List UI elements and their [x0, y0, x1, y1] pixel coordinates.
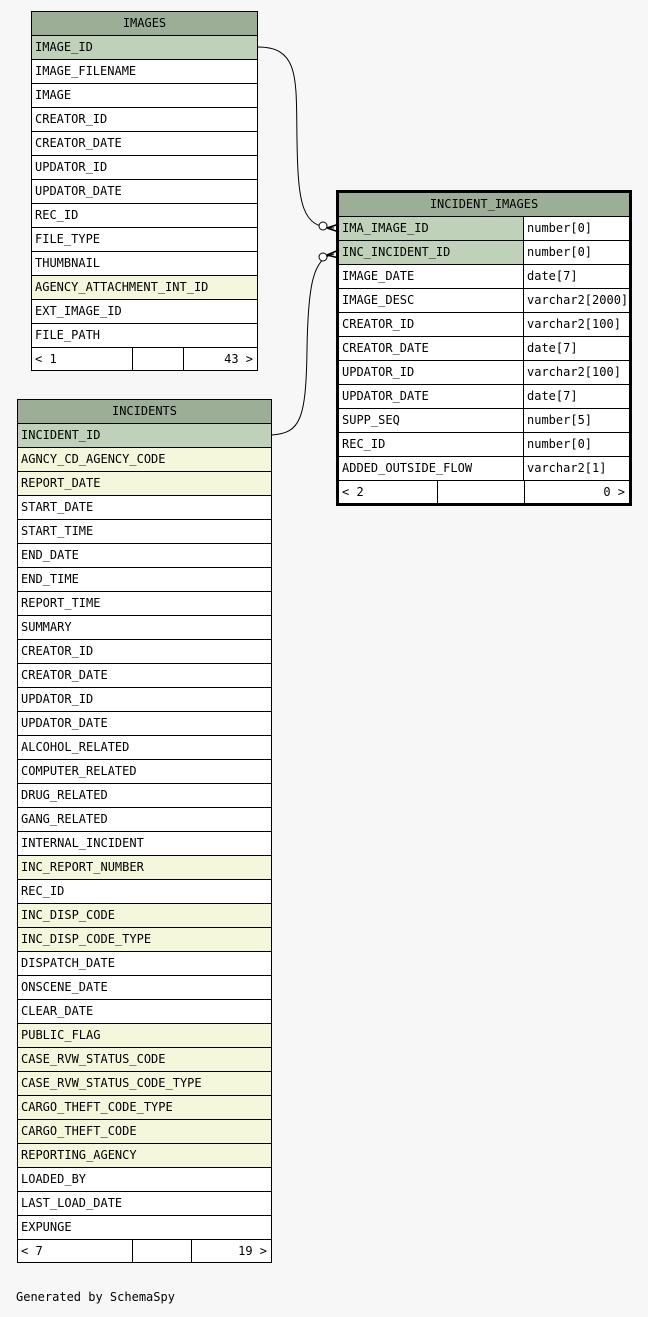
- column-name: REC_ID: [21, 884, 65, 898]
- column-name: REC_ID: [342, 437, 386, 451]
- column-name: FILE_PATH: [35, 328, 101, 342]
- column-name: GANG_RELATED: [21, 812, 108, 826]
- column-type: date[7]: [523, 265, 629, 288]
- column-name: DRUG_RELATED: [21, 788, 108, 802]
- incident-images-footer-left: < 2: [342, 485, 364, 499]
- column-name: CARGO_THEFT_CODE_TYPE: [21, 1100, 173, 1114]
- column-name: INC_REPORT_NUMBER: [21, 860, 144, 874]
- incidents-to-incident-images-link: [272, 254, 334, 435]
- column-name: END_TIME: [21, 572, 79, 586]
- column-name: DISPATCH_DATE: [21, 956, 115, 970]
- column-name: IMAGE_DATE: [342, 269, 415, 283]
- images-table-title[interactable]: IMAGES: [32, 12, 257, 36]
- column-name: IMAGE_FILENAME: [35, 64, 137, 78]
- column-name: START_DATE: [21, 500, 94, 514]
- column-name: INC_DISP_CODE_TYPE: [21, 932, 152, 946]
- column-name: EXT_IMAGE_ID: [35, 304, 122, 318]
- column-name: IMAGE: [35, 88, 72, 102]
- column-name: THUMBNAIL: [35, 256, 101, 270]
- column-name: REC_ID: [35, 208, 79, 222]
- column-name: FILE_TYPE: [35, 232, 101, 246]
- incident-images-footer-right: 0 >: [603, 485, 625, 499]
- column-name: INC_DISP_CODE: [21, 908, 115, 922]
- column-name: LOADED_BY: [21, 1172, 87, 1186]
- images-to-incident-images-link: [258, 47, 334, 228]
- column-type: date[7]: [523, 385, 629, 408]
- column-type: number[0]: [523, 217, 629, 240]
- column-name: START_TIME: [21, 524, 94, 538]
- column-name: UPDATOR_DATE: [35, 184, 122, 198]
- images-link-optional-marker: [319, 222, 327, 230]
- column-name: CREATOR_DATE: [35, 136, 122, 150]
- incidents-link-optional-marker: [319, 253, 327, 261]
- column-name: IMAGE_DESC: [342, 293, 415, 307]
- column-name: END_DATE: [21, 548, 79, 562]
- column-name: CLEAR_DATE: [21, 1004, 94, 1018]
- column-name: REPORT_TIME: [21, 596, 101, 610]
- column-name: PUBLIC_FLAG: [21, 1028, 101, 1042]
- schemaspy-credit: Generated by SchemaSpy: [16, 1290, 175, 1304]
- column-name: ONSCENE_DATE: [21, 980, 108, 994]
- column-type: date[7]: [523, 337, 629, 360]
- column-name: CREATOR_ID: [342, 317, 415, 331]
- column-name: ADDED_OUTSIDE_FLOW: [342, 461, 473, 475]
- incidents-footer-right: 19 >: [238, 1244, 267, 1258]
- column-type: varchar2[100]: [523, 361, 629, 384]
- column-name: REPORTING_AGENCY: [21, 1148, 137, 1162]
- column-name: CASE_RVW_STATUS_CODE_TYPE: [21, 1076, 202, 1090]
- column-name: REPORT_DATE: [21, 476, 101, 490]
- incidents-table-title[interactable]: INCIDENTS: [18, 400, 271, 424]
- images-footer-right: 43 >: [224, 352, 253, 366]
- column-type: number[5]: [523, 409, 629, 432]
- column-name: UPDATOR_ID: [342, 365, 415, 379]
- column-name: AGENCY_ATTACHMENT_INT_ID: [35, 280, 209, 294]
- column-name: UPDATOR_DATE: [342, 389, 429, 403]
- column-name: UPDATOR_ID: [21, 692, 94, 706]
- column-name: UPDATOR_DATE: [21, 716, 108, 730]
- column-name: INTERNAL_INCIDENT: [21, 836, 144, 850]
- column-name: CASE_RVW_STATUS_CODE: [21, 1052, 166, 1066]
- column-name: INC_INCIDENT_ID: [342, 245, 451, 259]
- column-name: COMPUTER_RELATED: [21, 764, 137, 778]
- column-type: varchar2[2000]: [523, 289, 629, 312]
- column-name: CREATOR_ID: [35, 112, 108, 126]
- column-name: CREATOR_DATE: [21, 668, 108, 682]
- column-name: CREATOR_DATE: [342, 341, 429, 355]
- column-name: CREATOR_ID: [21, 644, 94, 658]
- column-name: AGNCY_CD_AGENCY_CODE: [21, 452, 166, 466]
- column-name: IMA_IMAGE_ID: [342, 221, 429, 235]
- column-type: number[0]: [523, 433, 629, 456]
- column-name: SUPP_SEQ: [342, 413, 400, 427]
- column-type: number[0]: [523, 241, 629, 264]
- column-name: INCIDENT_ID: [21, 428, 101, 442]
- column-name: IMAGE_ID: [35, 40, 93, 54]
- incident-images-table-title[interactable]: INCIDENT_IMAGES: [339, 193, 629, 217]
- column-name: LAST_LOAD_DATE: [21, 1196, 123, 1210]
- images-footer-left: < 1: [35, 352, 57, 366]
- column-type: varchar2[100]: [523, 313, 629, 336]
- column-name: SUMMARY: [21, 620, 72, 634]
- column-type: varchar2[1]: [523, 457, 629, 480]
- column-name: UPDATOR_ID: [35, 160, 108, 174]
- column-name: CARGO_THEFT_CODE: [21, 1124, 137, 1138]
- column-name: ALCOHOL_RELATED: [21, 740, 130, 754]
- incidents-footer-left: < 7: [21, 1244, 43, 1258]
- column-name: EXPUNGE: [21, 1220, 72, 1234]
